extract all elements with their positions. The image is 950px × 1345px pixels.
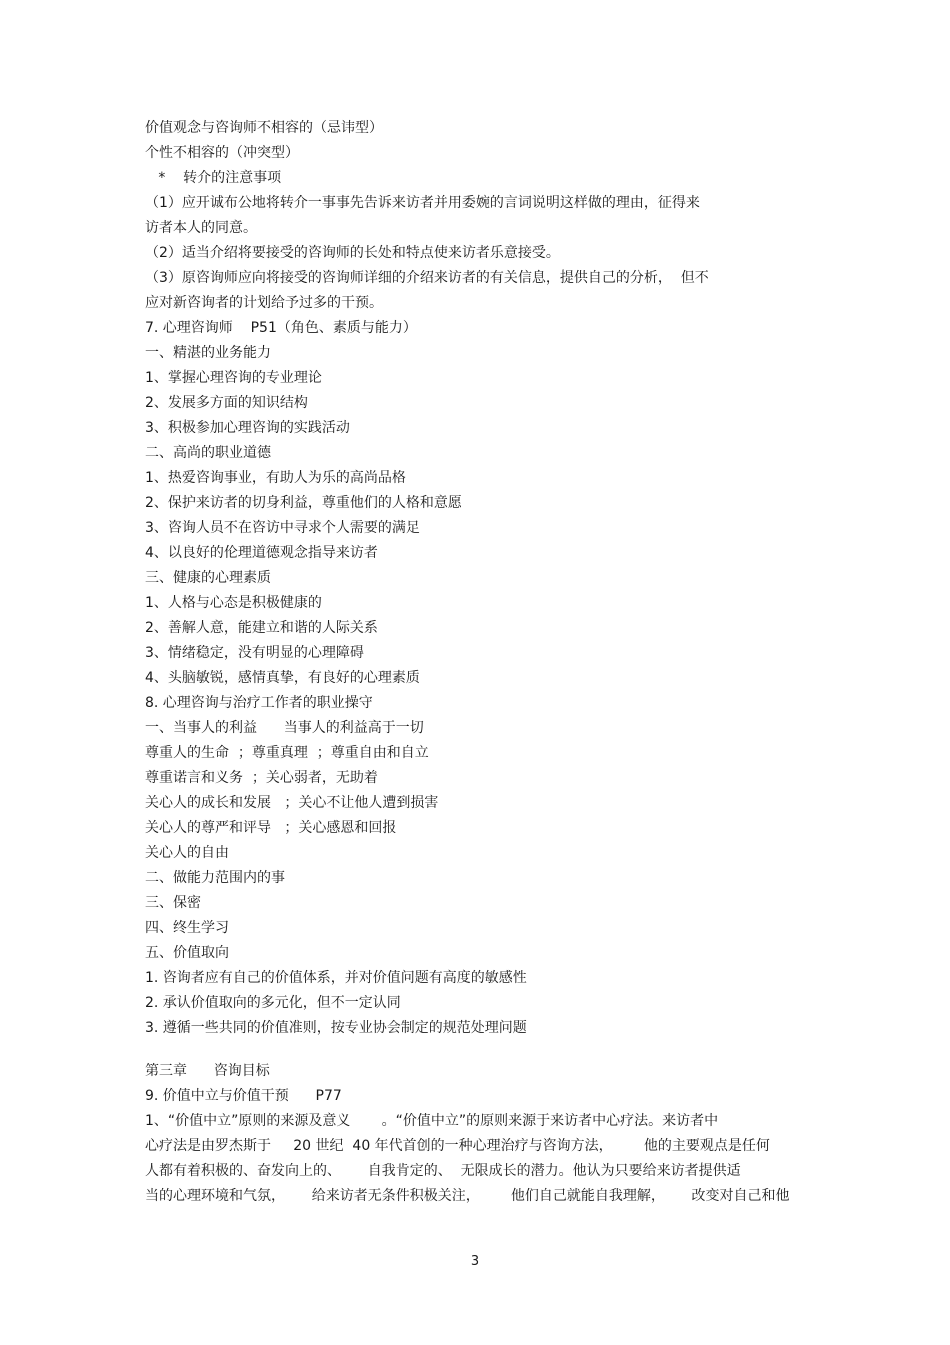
- text-line: 价值观念与咨询师不相容的（忌讳型）: [145, 120, 383, 136]
- text-line: 3、咨询人员不在咨访中寻求个人需要的满足: [145, 520, 420, 536]
- page-number: 3: [470, 1254, 480, 1269]
- text-line: 3、情绪稳定，没有明显的心理障碍: [145, 645, 364, 661]
- text-line: 1. 咨询者应有自己的价值体系，并对价值问题有高度的敏感性: [145, 970, 527, 986]
- text-line: 2、发展多方面的知识结构: [145, 395, 308, 411]
- text-line: * 转介的注意事项: [145, 170, 282, 186]
- page-body: [145, 116, 805, 1209]
- text-line: （1）应开诚布公地将转介一事事先告诉来访者并用委婉的言词说明这样做的理由，征得来: [145, 195, 700, 211]
- text-line: 四、终生学习: [145, 920, 229, 936]
- text-line: 1、“价值中立”原则的来源及意义 。“价值中立”的原则来源于来访者中心疗法。来访者中: [145, 1113, 719, 1129]
- text-line: 心疗法是由罗杰斯于 20 世纪 40 年代首创的一种心理治疗与咨询方法， 他的主要观点是任何: [145, 1138, 770, 1154]
- text-line: 关心人的尊严和评导 ；关心感恩和回报: [145, 820, 397, 836]
- text-line: 尊重诺言和义务 ；关心弱者，无助着: [145, 770, 378, 786]
- text-line: 4、以良好的伦理道德观念指导来访者: [145, 545, 378, 561]
- text-line: （3）原咨询师应向将接受的咨询师详细的介绍来访者的有关信息，提供自己的分析， 但不: [145, 270, 709, 286]
- text-line: 关心人的成长和发展 ；关心不让他人遭到损害: [145, 795, 439, 811]
- text-line: 人都有着积极的、奋发向上的、 自我肯定的、 无限成长的潜力。他认为只要给来访者提供适: [145, 1163, 741, 1179]
- text-line: 1、掌握心理咨询的专业理论: [145, 370, 322, 386]
- text-line: 一、精湛的业务能力: [145, 345, 271, 361]
- text-line: 应对新咨询者的计划给予过多的干预。: [145, 295, 383, 311]
- text-line: 尊重人的生命 ；尊重真理 ；尊重自由和自立: [145, 745, 429, 761]
- text-line: 二、高尚的职业道德: [145, 445, 271, 461]
- text-line: 1、热爱咨询事业，有助人为乐的高尚品格: [145, 470, 406, 486]
- text-line: 3、积极参加心理咨询的实践活动: [145, 420, 350, 436]
- text-line: 二、做能力范围内的事: [145, 870, 285, 886]
- text-line: 关心人的自由: [145, 845, 229, 861]
- text-line: （2）适当介绍将要接受的咨询师的长处和特点使来访者乐意接受。: [145, 245, 560, 261]
- section-heading: 8. 心理咨询与治疗工作者的职业操守: [145, 695, 373, 711]
- section-heading: 7. 心理咨询师 P51（角色、素质与能力）: [145, 320, 417, 336]
- text-line: 2、善解人意，能建立和谐的人际关系: [145, 620, 378, 636]
- text-line: 访者本人的同意。: [145, 220, 257, 236]
- chapter-heading: 第三章 咨询目标: [145, 1063, 270, 1079]
- text-line: 当的心理环境和气氛， 给来访者无条件积极关注， 他们自己就能自我理解， 改变对自己和他: [145, 1188, 790, 1204]
- text-line: 个性不相容的（冲突型）: [145, 145, 299, 161]
- text-line: 4、头脑敏锐，感情真挚，有良好的心理素质: [145, 670, 420, 686]
- section-heading: 9. 价值中立与价值干预 P77: [145, 1088, 342, 1104]
- text-line: 3. 遵循一些共同的价值准则，按专业协会制定的规范处理问题: [145, 1020, 527, 1036]
- paragraph-gap: [145, 1041, 805, 1059]
- text-line: 三、健康的心理素质: [145, 570, 271, 586]
- text-line: 三、保密: [145, 895, 201, 911]
- text-line: 2、保护来访者的切身利益，尊重他们的人格和意愿: [145, 495, 462, 511]
- text-line: 一、当事人的利益 当事人的利益高于一切: [145, 720, 424, 736]
- text-line: 1、人格与心态是积极健康的: [145, 595, 322, 611]
- text-line: 2. 承认价值取向的多元化，但不一定认同: [145, 995, 401, 1011]
- text-line: 五、价值取向: [145, 945, 229, 961]
